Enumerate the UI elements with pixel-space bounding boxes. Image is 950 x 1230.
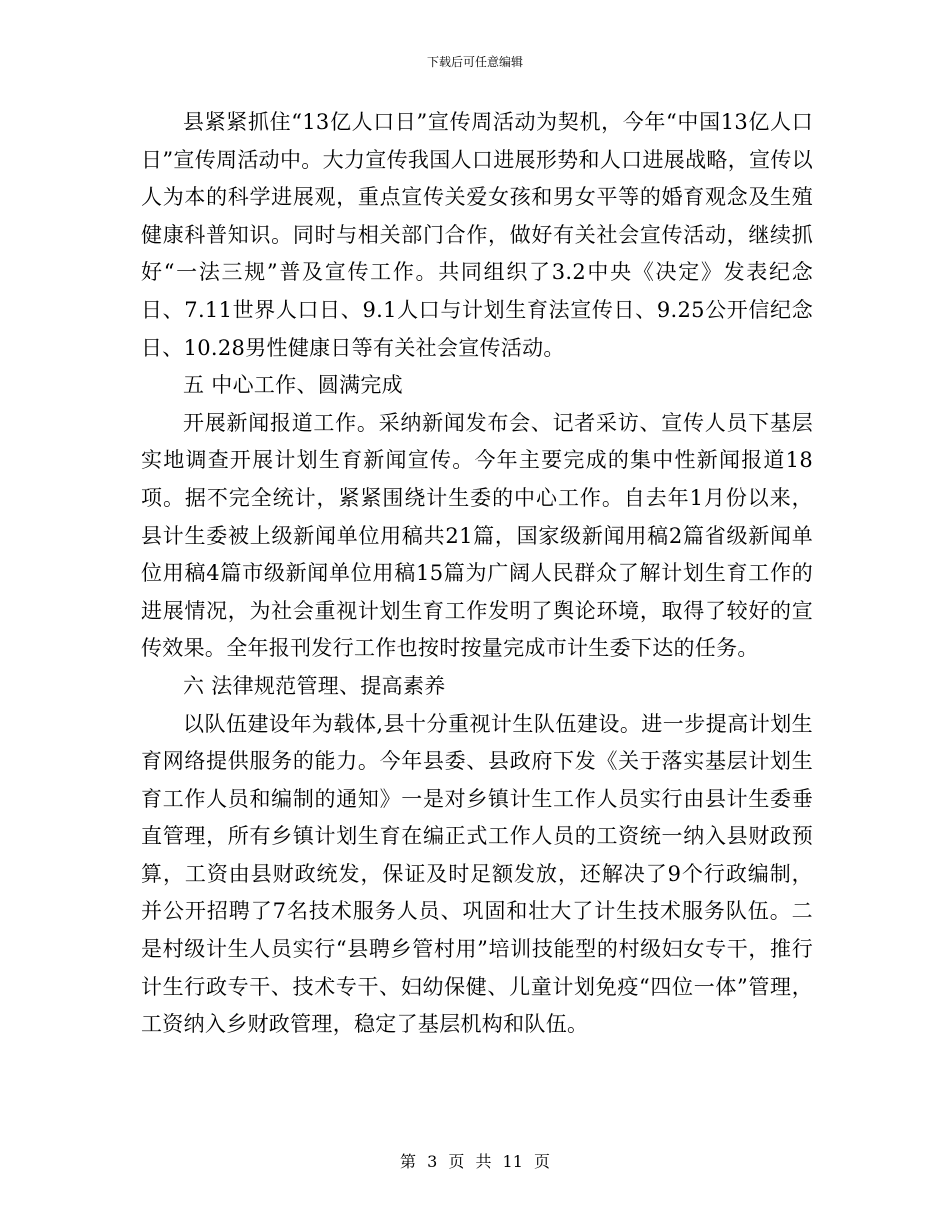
paragraph-team-building: 以队伍建设年为载体,县十分重视计生队伍建设。进一步提高计划生育网络提供服务的能力。今年县委、县政府下发《关于落实基层计划生育工作人员和编制的通知》一是对乡镇计生工作人员实行由县计生委垂直管理，所有乡镇计划生育在编正式工作人员的工资统一纳入县财政预算，工资由县财政统发，保证及时足额发放，还解决了9个行政编制，并公开招聘了7名技术服务人员、巩固和壮大了计生技术服务队伍。二是村级计生人员实行“县聘乡管村用”培训技能型的村级妇女专干，推行计生行政专干、技术专干、妇幼保健、儿童计划免疫“四位一体”管理，工资纳入乡财政管理，稳定了基层机构和队伍。 [141, 711, 813, 1037]
document-body [141, 104, 813, 1044]
paragraph-publicity-activities: 县紧紧抓住“13亿人口日”宣传周活动为契机，今年“中国13亿人口日”宣传周活动中。大力宣传我国人口进展形势和人口进展战略，宣传以人为本的科学进展观，重点宣传关爱女孩和男女平等的婚育观念及生殖健康科普知识。同时与相关部门合作，做好有关社会宣传活动，继续抓好“一法三规”普及宣传工作。共同组织了3.2中央《决定》发表纪念日、7.11世界人口日、9.1人口与计划生育法宣传日、9.25公开信纪念日、10.28男性健康日等有关社会宣传活动。 [141, 110, 813, 360]
paragraph-news-reporting: 开展新闻报道工作。采纳新闻发布会、记者采访、宣传人员下基层实地调查开展计划生育新闻宣传。今年主要完成的集中性新闻报道18项。据不完全统计，紧紧围绕计生委的中心工作。自去年1月份以来，县计生委被上级新闻单位用稿共21篇，国家级新闻用稿2篇省级新闻单位用稿4篇市级新闻单位用稿15篇为广阔人民群众了解计划生育工作的进展情况，为社会重视计划生育工作发明了舆论环境，取得了较好的宣传效果。全年报刊发行工作也按时按量完成市计生委下达的任务。 [141, 410, 813, 661]
section-heading-five: 五 中心工作、圆满完成 [183, 373, 403, 398]
page-number-footer: 第 3 页 共 11 页 [400, 1152, 550, 1171]
section-heading-six: 六 法律规范管理、提高素养 [183, 673, 446, 698]
page-header: 下载后可任意编辑 [426, 55, 523, 69]
